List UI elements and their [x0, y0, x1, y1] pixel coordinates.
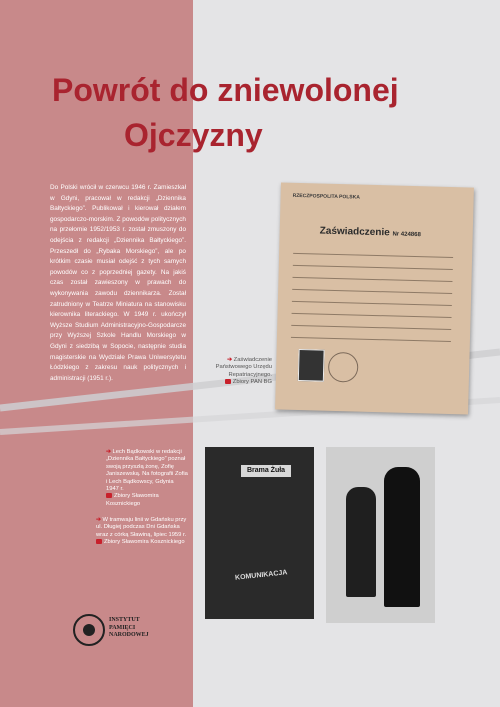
arrow-icon: ➔	[96, 517, 101, 523]
certificate-photo	[298, 349, 325, 382]
caption-tram: ➔ Lech Bądkowski w redakcji „Dziennika Bałtyckiego” poznał swoją przyszłą żonę, Zofię Janiszewską. Na fotografii Zofia i Lech Bądkowscy, Gdynia 1947 r. Zbiory Sławomira Kosznickiego	[106, 449, 188, 507]
biography-paragraph: Do Polski wrócił w czerwcu 1946 r. Zamieszkał w Gdyni, pracował w redakcji „Dziennika Bałtyckiego”. Publikował i kierował działem gospodarczo-morskim. Z powodów politycznych na przełomie 1952/1953 r. został zmuszony do odejścia z redakcji „Dziennika Bałtyckiego”. Przeszedł do „Rybaka Morskiego”, ale po krótkim czasie musiał odejść z tych samych powodów co z poprzedniej gazety. Na jakiś czas został zawieszony w prawach do wykonywania zawodu dziennikarza. Został zatrudniony w Teatrze Miniatura na stanowisku kierownika literackiego. W 1949 r. ukończył Wyższe Studium Administracyjno-Gospodarcze przy Wyższej Szkole Handlu Morskiego w Gdyni z siedzibą w Sopocie, następnie studia magisterskie na Wydziale Prawa Uniwersytetu Łódzkiego z zakresu nauk politycznych i administracji (1951 r.).	[50, 184, 186, 382]
photo-couple	[326, 447, 435, 623]
ipn-logo-text: INSTYTUT PAMIĘCI NARODOWEJ	[109, 617, 149, 638]
tram-sign: Brama Żuła	[241, 465, 291, 477]
caption-couple: ➔ W tramwaju linii w Gdańsku przy ul. Długiej podczas Dni Gdańska wraz z córką Sławiną, lipiec 1959 r. Zbiory Sławomira Kosznickiego	[96, 517, 187, 546]
camera-icon	[225, 379, 231, 384]
repatriation-certificate	[275, 183, 474, 415]
arrow-icon: ➔	[227, 357, 233, 363]
arrow-icon: ➔	[106, 449, 111, 455]
tram-side-text: KOMUNIKACJA	[234, 569, 288, 582]
certificate-title: Zaświadczenie Nr 424868	[319, 225, 421, 239]
page-title	[52, 68, 472, 158]
title-line-1: Powrót do zniewolonej	[52, 72, 399, 108]
ipn-logo	[73, 614, 105, 646]
camera-icon	[106, 493, 112, 498]
title-line-2: Ojczyzny	[124, 117, 263, 153]
certificate-header: RZECZPOSPOLITA POLSKA	[292, 192, 360, 201]
photo-tram	[205, 447, 314, 619]
caption-certificate: ➔ Zaświadczenie Państwowego Urzędu Repatriacyjnego. Zbiory PAN BG	[215, 357, 272, 386]
camera-icon	[96, 539, 102, 544]
certificate-stamp	[328, 352, 359, 383]
